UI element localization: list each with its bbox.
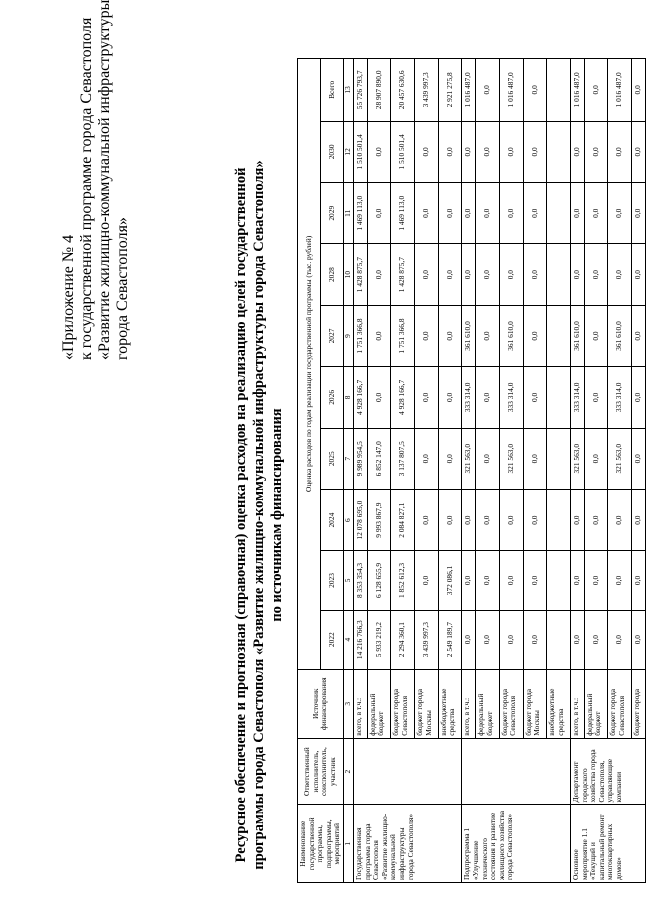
amount-cell: 0,0 <box>523 183 547 244</box>
amount-cell: 333 314,0 <box>499 367 523 428</box>
amount-cell: 1 852 612,3 <box>391 551 415 610</box>
table-row <box>353 59 367 883</box>
amount-cell: 0,0 <box>632 59 646 122</box>
amount-cell: 0,0 <box>476 367 500 428</box>
amount-cell: 0,0 <box>523 489 547 550</box>
amount-cell: 0,0 <box>499 551 523 610</box>
amount-cell: 55 726 793,7 <box>353 59 367 122</box>
amount-cell: 333 314,0 <box>608 367 632 428</box>
amount-cell: 0,0 <box>415 121 439 182</box>
amount-cell: 0,0 <box>584 183 608 244</box>
amount-cell <box>547 121 571 182</box>
amount-cell: 0,0 <box>367 121 391 182</box>
amount-cell: 0,0 <box>570 183 584 244</box>
amount-cell: 0,0 <box>499 121 523 182</box>
amount-cell: 2 294 360,1 <box>391 610 415 669</box>
amount-cell: 0,0 <box>462 551 476 610</box>
appendix-line-3: «Развитие жилищно-коммунальной инфраструктуры <box>96 0 113 360</box>
program-name-cell: Основное мероприятие 1.1 «Текущий и капитальный ремонт многоквартирных домов» <box>570 805 645 883</box>
header-year: 2024 <box>320 489 343 550</box>
amount-cell: 9 993 867,9 <box>367 489 391 550</box>
amount-cell: 0,0 <box>632 121 646 182</box>
amount-cell: 372 086,1 <box>438 551 462 610</box>
funding-source-cell: бюджет города Севастополя <box>391 669 415 738</box>
executor-cell <box>462 738 571 805</box>
column-number: 1 <box>343 805 353 883</box>
amount-cell: 0,0 <box>523 428 547 489</box>
amount-cell: 0,0 <box>570 551 584 610</box>
amount-cell: 0,0 <box>584 367 608 428</box>
amount-cell: 0,0 <box>523 121 547 182</box>
column-number: 13 <box>343 59 353 122</box>
header-year: 2029 <box>320 183 343 244</box>
amount-cell: 1 751 366,8 <box>353 305 367 366</box>
amount-cell <box>547 305 571 366</box>
amount-cell: 0,0 <box>462 489 476 550</box>
funding-source-cell: федеральный бюджет <box>584 669 608 738</box>
funding-source-cell: внебюджетные средства <box>438 669 462 738</box>
column-number: 5 <box>343 551 353 610</box>
amount-cell: 361 610,0 <box>462 305 476 366</box>
amount-cell: 2 921 275,8 <box>438 59 462 122</box>
amount-cell: 0,0 <box>584 305 608 366</box>
amount-cell: 0,0 <box>476 244 500 305</box>
amount-cell: 0,0 <box>584 121 608 182</box>
amount-cell: 0,0 <box>570 121 584 182</box>
amount-cell: 8 353 354,3 <box>353 551 367 610</box>
amount-cell: 0,0 <box>462 244 476 305</box>
amount-cell: 0,0 <box>438 183 462 244</box>
amount-cell: 0,0 <box>523 305 547 366</box>
amount-cell: 0,0 <box>415 428 439 489</box>
program-name-cell: Государственная программа города Севастополя «Развитие жилищно-коммунальной инфраструктуры города Севастополя» <box>353 805 462 883</box>
amount-cell: 9 989 954,5 <box>353 428 367 489</box>
amount-cell: 0,0 <box>523 59 547 122</box>
amount-cell: 0,0 <box>632 305 646 366</box>
header-year: 2022 <box>320 610 343 669</box>
amount-cell: 2 084 827,1 <box>391 489 415 550</box>
amount-cell: 0,0 <box>632 428 646 489</box>
table-row <box>462 59 476 883</box>
header-year: Всего <box>320 59 343 122</box>
amount-cell: 0,0 <box>367 367 391 428</box>
amount-cell: 0,0 <box>608 183 632 244</box>
amount-cell: 0,0 <box>632 610 646 669</box>
amount-cell: 0,0 <box>415 551 439 610</box>
column-number: 8 <box>343 367 353 428</box>
amount-cell <box>547 428 571 489</box>
amount-cell: 0,0 <box>367 305 391 366</box>
amount-cell: 321 563,0 <box>462 428 476 489</box>
amount-cell: 0,0 <box>415 489 439 550</box>
amount-cell: 0,0 <box>608 121 632 182</box>
appendix-line-4: города Севастополя» <box>114 217 131 360</box>
amount-cell: 6 852 147,0 <box>367 428 391 489</box>
header-year: 2026 <box>320 367 343 428</box>
amount-cell: 321 563,0 <box>608 428 632 489</box>
amount-cell: 1 428 875,7 <box>391 244 415 305</box>
amount-cell: 0,0 <box>415 367 439 428</box>
amount-cell: 14 216 766,3 <box>353 610 367 669</box>
title-line-1: Ресурсное обеспечение и прогнозная (справочная) оценка расходов на реализацию целей государственной <box>233 167 249 863</box>
amount-cell: 0,0 <box>462 610 476 669</box>
header-row-1 <box>298 59 321 883</box>
column-number: 9 <box>343 305 353 366</box>
amount-cell: 0,0 <box>523 610 547 669</box>
amount-cell: 3 137 807,5 <box>391 428 415 489</box>
amount-cell: 333 314,0 <box>570 367 584 428</box>
amount-cell: 0,0 <box>523 551 547 610</box>
amount-cell: 361 610,0 <box>608 305 632 366</box>
amount-cell: 0,0 <box>632 551 646 610</box>
amount-cell: 4 928 166,7 <box>353 367 367 428</box>
amount-cell: 0,0 <box>415 244 439 305</box>
funding-source-cell: бюджет города Севастополя <box>608 669 632 738</box>
column-number-row <box>343 59 353 883</box>
title-line-2: программы города Севастополя «Развитие жилищно-коммунальной инфраструктуры города Севастополя» <box>251 160 267 870</box>
amount-cell: 0,0 <box>415 183 439 244</box>
amount-cell: 0,0 <box>632 244 646 305</box>
amount-cell: 12 078 695,0 <box>353 489 367 550</box>
column-number: 7 <box>343 428 353 489</box>
amount-cell: 0,0 <box>584 610 608 669</box>
amount-cell: 0,0 <box>523 367 547 428</box>
amount-cell: 0,0 <box>476 59 500 122</box>
funding-source-cell: бюджет города <box>632 669 646 738</box>
column-number: 3 <box>343 669 353 738</box>
amount-cell: 1 510 501,4 <box>353 121 367 182</box>
amount-cell: 1 016 487,0 <box>462 59 476 122</box>
amount-cell: 0,0 <box>438 367 462 428</box>
table-row <box>570 59 584 883</box>
amount-cell: 0,0 <box>476 551 500 610</box>
amount-cell: 0,0 <box>608 489 632 550</box>
amount-cell <box>547 183 571 244</box>
amount-cell: 6 128 655,9 <box>367 551 391 610</box>
funding-source-cell: всего, в т.ч.: <box>462 669 476 738</box>
amount-cell: 0,0 <box>584 244 608 305</box>
column-number: 6 <box>343 489 353 550</box>
amount-cell: 1 016 487,0 <box>570 59 584 122</box>
amount-cell: 2 549 189,7 <box>438 610 462 669</box>
header-estimate: Оценка расходов по годам реализации государственной программы (тыс. рублей) <box>298 59 321 670</box>
amount-cell: 0,0 <box>462 121 476 182</box>
amount-cell <box>547 551 571 610</box>
amount-cell: 1 510 501,4 <box>391 121 415 182</box>
program-name-cell: Подпрограмма 1 «Улучшение технического состояния и развитие жилищного хозяйства города Севастополя» <box>462 805 571 883</box>
amount-cell: 0,0 <box>476 183 500 244</box>
amount-cell: 0,0 <box>462 183 476 244</box>
column-number: 4 <box>343 610 353 669</box>
amount-cell: 0,0 <box>632 489 646 550</box>
amount-cell: 0,0 <box>570 610 584 669</box>
amount-cell: 333 314,0 <box>462 367 476 428</box>
amount-cell: 3 439 997,3 <box>415 59 439 122</box>
amount-cell: 0,0 <box>438 428 462 489</box>
amount-cell: 321 563,0 <box>499 428 523 489</box>
appendix-line-1: «Приложение № 4 <box>60 234 77 360</box>
amount-cell: 5 933 219,2 <box>367 610 391 669</box>
header-source: Источник финансирования <box>298 669 344 738</box>
amount-cell: 0,0 <box>608 244 632 305</box>
amount-cell: 0,0 <box>476 121 500 182</box>
amount-cell: 0,0 <box>632 367 646 428</box>
amount-cell <box>547 244 571 305</box>
amount-cell: 1 469 113,0 <box>391 183 415 244</box>
appendix-line-2: к государственной программе города Севастополя <box>78 17 95 360</box>
amount-cell: 0,0 <box>438 121 462 182</box>
amount-cell: 0,0 <box>438 244 462 305</box>
amount-cell <box>547 367 571 428</box>
header-year: 2027 <box>320 305 343 366</box>
funding-source-cell: бюджет города Севастополя <box>499 669 523 738</box>
header-year: 2028 <box>320 244 343 305</box>
amount-cell: 0,0 <box>476 428 500 489</box>
amount-cell <box>547 610 571 669</box>
header-name: Наименование государственной программы, подпрограммы, мероприятий <box>298 805 344 883</box>
amount-cell: 1 428 875,7 <box>353 244 367 305</box>
amount-cell: 0,0 <box>438 305 462 366</box>
amount-cell <box>547 489 571 550</box>
amount-cell: 1 016 487,0 <box>608 59 632 122</box>
amount-cell: 0,0 <box>499 244 523 305</box>
amount-cell: 361 610,0 <box>570 305 584 366</box>
amount-cell: 0,0 <box>499 489 523 550</box>
amount-cell: 28 907 890,0 <box>367 59 391 122</box>
title-line-3: по источникам финансирования <box>269 408 285 622</box>
amount-cell: 20 457 630,6 <box>391 59 415 122</box>
amount-cell: 1 751 366,8 <box>391 305 415 366</box>
column-number: 10 <box>343 244 353 305</box>
amount-cell: 0,0 <box>584 428 608 489</box>
funding-source-cell: федеральный бюджет <box>367 669 391 738</box>
table-body <box>353 59 645 883</box>
funding-source-cell: всего, в т.ч.: <box>353 669 367 738</box>
amount-cell: 0,0 <box>608 551 632 610</box>
amount-cell: 0,0 <box>584 551 608 610</box>
amount-cell: 0,0 <box>499 183 523 244</box>
amount-cell <box>547 59 571 122</box>
amount-cell: 0,0 <box>584 59 608 122</box>
amount-cell: 0,0 <box>476 305 500 366</box>
amount-cell: 321 563,0 <box>570 428 584 489</box>
amount-cell: 0,0 <box>499 610 523 669</box>
funding-source-cell: всего, в т.ч.: <box>570 669 584 738</box>
amount-cell: 1 469 113,0 <box>353 183 367 244</box>
funding-table <box>297 58 646 883</box>
amount-cell: 0,0 <box>608 610 632 669</box>
funding-source-cell: бюджет города Москвы <box>523 669 547 738</box>
amount-cell: 4 928 166,7 <box>391 367 415 428</box>
amount-cell: 0,0 <box>584 489 608 550</box>
amount-cell: 0,0 <box>476 610 500 669</box>
funding-source-cell: федеральный бюджет <box>476 669 500 738</box>
amount-cell: 0,0 <box>438 489 462 550</box>
header-year: 2030 <box>320 121 343 182</box>
amount-cell: 1 016 487,0 <box>499 59 523 122</box>
funding-source-cell: внебюджетные средства <box>547 669 571 738</box>
executor-cell: Департамент городского хозяйства города Севастополя, управляющие компании <box>570 738 645 805</box>
header-executor: Ответственный исполнитель, соисполнитель, участник <box>298 738 344 805</box>
executor-cell <box>353 738 462 805</box>
amount-cell: 0,0 <box>367 183 391 244</box>
amount-cell: 0,0 <box>632 183 646 244</box>
column-number: 2 <box>343 738 353 805</box>
header-year: 2023 <box>320 551 343 610</box>
amount-cell: 0,0 <box>415 305 439 366</box>
header-year: 2025 <box>320 428 343 489</box>
appendix-block <box>60 0 132 360</box>
amount-cell: 0,0 <box>570 489 584 550</box>
amount-cell: 361 610,0 <box>499 305 523 366</box>
amount-cell: 0,0 <box>367 244 391 305</box>
amount-cell: 0,0 <box>523 244 547 305</box>
amount-cell: 0,0 <box>570 244 584 305</box>
funding-source-cell: бюджет города Москвы <box>415 669 439 738</box>
amount-cell: 0,0 <box>476 489 500 550</box>
column-number: 12 <box>343 121 353 182</box>
document-title <box>232 135 286 895</box>
amount-cell: 3 439 997,3 <box>415 610 439 669</box>
column-number: 11 <box>343 183 353 244</box>
